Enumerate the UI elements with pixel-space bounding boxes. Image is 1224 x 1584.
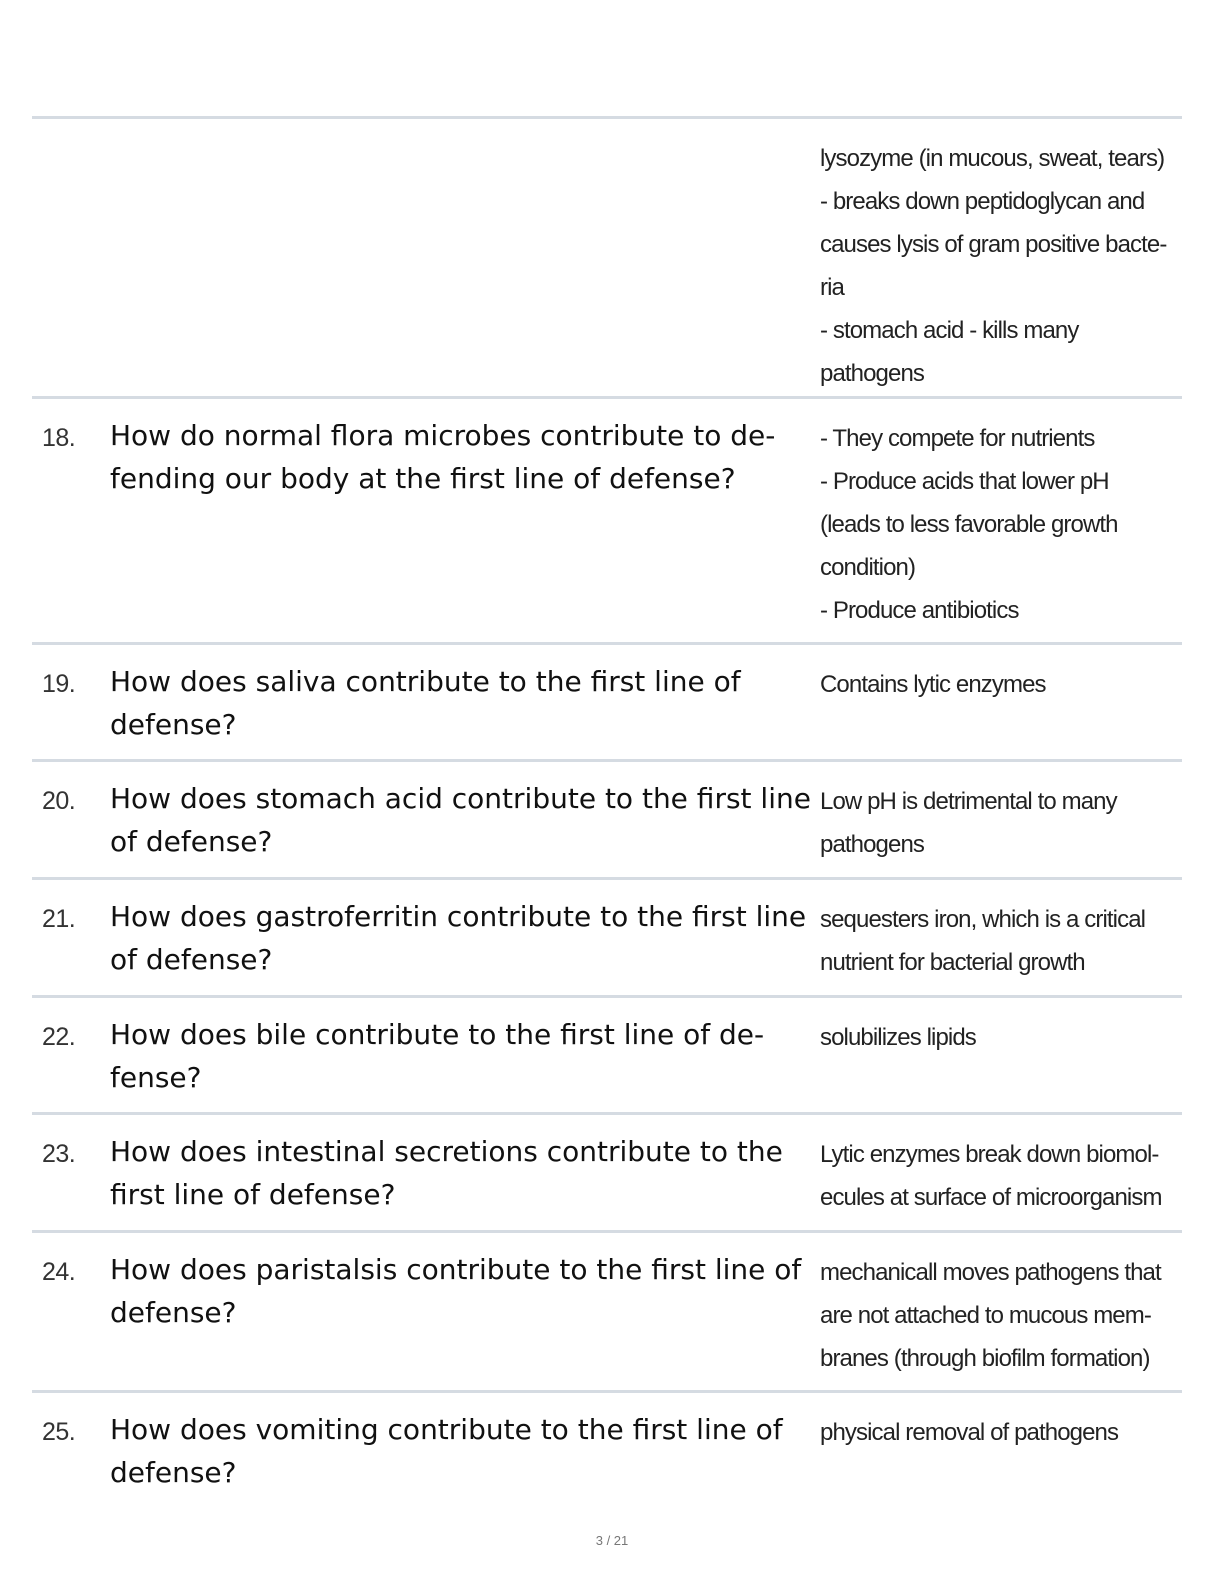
answer-line: ecules at surface of microorganism (820, 1184, 1162, 1211)
flashcard-row-20 (32, 762, 1182, 880)
card-number: 24. (42, 1258, 76, 1286)
flashcard-row-23 (32, 1115, 1182, 1233)
card-answer (820, 898, 1170, 984)
answer-line: - They compete for nutrients (820, 425, 1095, 452)
card-answer (820, 780, 1170, 866)
answer-line: - stomach acid - kills many (820, 317, 1079, 344)
answer-line: are not attached to mucous mem- (820, 1302, 1151, 1329)
card-number: 19. (42, 670, 76, 698)
card-number: 20. (42, 787, 76, 815)
answer-line: causes lysis of gram positive bacte- (820, 231, 1167, 258)
answer-line: - Produce acids that lower pH (820, 468, 1109, 495)
card-number: 25. (42, 1418, 76, 1446)
card-question: How does gastroferritin contribute to the first line of defense? (110, 900, 807, 976)
answer-line: Low pH is detrimental to many (820, 788, 1117, 815)
answer-line: Contains lytic enzymes (820, 671, 1046, 698)
card-answer (820, 137, 1170, 395)
answer-line: (leads to less favorable growth (820, 511, 1118, 538)
card-answer (820, 1411, 1170, 1454)
flashcard-row-19 (32, 645, 1182, 762)
flashcard-row-continued (32, 119, 1182, 399)
answer-line: - Produce antibiotics (820, 597, 1019, 624)
card-number: 22. (42, 1023, 76, 1051)
card-number: 21. (42, 905, 76, 933)
answer-line: Lytic enzymes break down biomol- (820, 1141, 1159, 1168)
answer-line: ria (820, 274, 844, 301)
answer-line: branes (through biofilm formation) (820, 1345, 1150, 1372)
card-answer (820, 663, 1170, 706)
card-question: How do normal flora microbes contribute to de-fending our body at the first line of defense? (110, 419, 776, 495)
answer-line: pathogens (820, 360, 925, 387)
answer-line: condition) (820, 554, 916, 581)
answer-line: sequesters iron, which is a critical (820, 906, 1146, 933)
answer-line: mechanicall moves pathogens that (820, 1259, 1161, 1286)
flashcard-row-24 (32, 1233, 1182, 1393)
flashcard-row-25 (32, 1393, 1182, 1503)
card-answer (820, 1251, 1170, 1380)
card-number: 23. (42, 1140, 76, 1168)
card-question: How does vomiting contribute to the first line of defense? (110, 1413, 783, 1489)
answer-line: - breaks down peptidoglycan and (820, 188, 1145, 215)
answer-line: solubilizes lipids (820, 1024, 976, 1051)
answer-line: pathogens (820, 831, 925, 858)
flashcard-row-21 (32, 880, 1182, 998)
flashcard-list (32, 116, 1182, 1503)
answer-line: nutrient for bacterial growth (820, 949, 1085, 976)
card-question: How does stomach acid contribute to the first line of defense? (110, 782, 811, 858)
answer-line: physical removal of pathogens (820, 1419, 1119, 1446)
card-question: How does bile contribute to the first line of de-fense? (110, 1018, 765, 1094)
card-answer (820, 417, 1170, 632)
answer-line: lysozyme (in mucous, sweat, tears) (820, 145, 1165, 172)
flashcard-row-18 (32, 399, 1182, 645)
card-answer (820, 1016, 1170, 1059)
card-question: How does paristalsis contribute to the first line of defense? (110, 1253, 802, 1329)
flashcard-row-22 (32, 998, 1182, 1115)
page-number: 3 / 21 (595, 1533, 629, 1548)
card-question: How does intestinal secretions contribute to the first line of defense? (110, 1135, 783, 1211)
card-question: How does saliva contribute to the first line of defense? (110, 665, 741, 741)
card-number: 18. (42, 424, 76, 452)
card-answer (820, 1133, 1170, 1219)
